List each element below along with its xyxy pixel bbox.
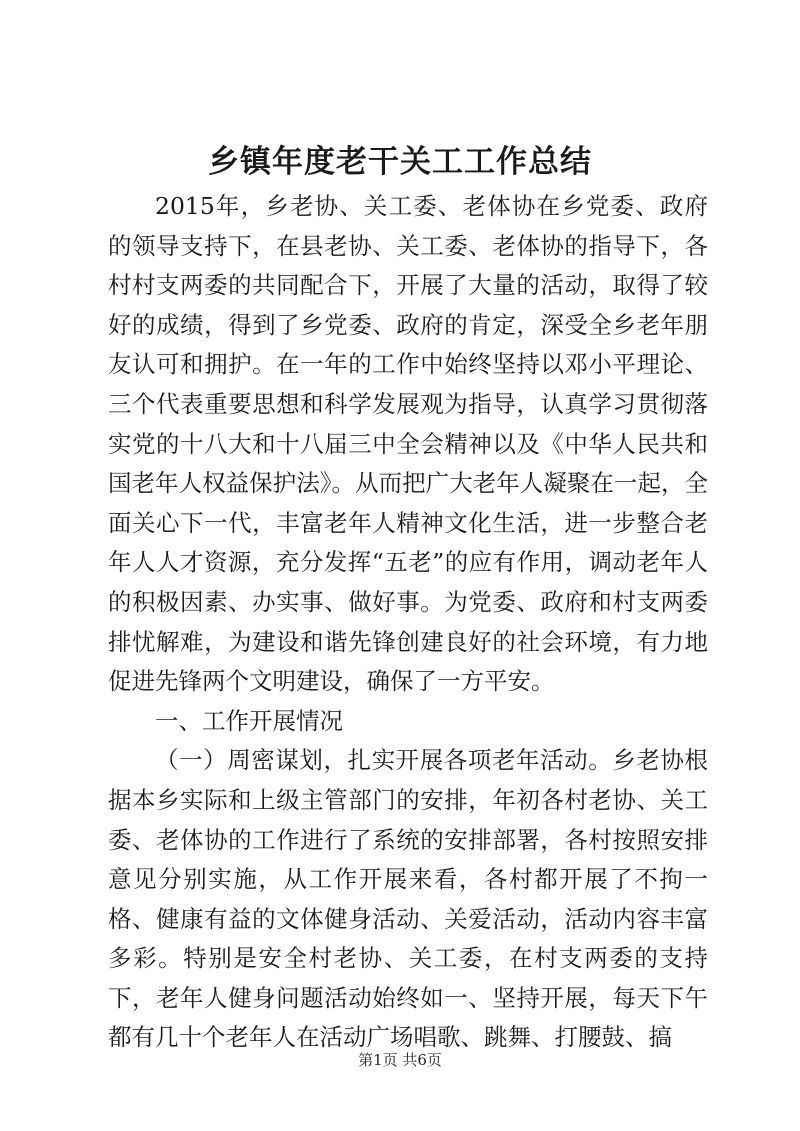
page-footer: 第1页 共6页 [358, 1051, 442, 1069]
section-heading: 一、工作开展情况 [155, 706, 343, 735]
paragraph-intro: 2015年，乡老协、关工委、老体协在乡党委、政府的领导支持下，在县老协、关工委、老体协的指导下，各村村支两委的共同配合下，开展了大量的活动，取得了较好的成绩，得到了乡党委、政府的肯定，深受全乡老年朋友认可和拥护。在一年的工作中始终坚持以邓小平理论、三个代表重要思想和科学发展观为指导，认真学习贯彻落实党的十八大和十八届三中全会精神以及《中华人民共和国老年人权益保护法》。从而把广大老年人凝聚在一起，全面关心下一代，丰富老年人精神文化生活，进一步整合老年人人才资源，充分发挥“五老”的应有作用，调动老年人的积极因素、办实事、做好事。为党委、政府和村支两委排忧解难，为建设和谐先锋创建良好的社会环境，有力地促进先锋两个文明建设，确保了一方平安。 [108, 192, 708, 696]
document-body [108, 187, 708, 1058]
paragraph-section-1: （一）周密谋划，扎实开展各项老年活动。乡老协根据本乡实际和上级主管部门的安排，年初各村老协、关工委、老体协的工作进行了系统的安排部署，各村按照安排意见分别实施，从工作开展来看，各村都开展了不拘一格、健康有益的文体健身活动、关爱活动，活动内容丰富多彩。特别是安全村老协、关工委，在村支两委的支持下，老年人健身问题活动始终如一、坚持开展，每天下午都有几十个老年人在活动广场唱歌、跳舞、打腰鼓、搞 [108, 746, 708, 1052]
document-title: 乡镇年度老干关工工作总结 [208, 144, 592, 180]
